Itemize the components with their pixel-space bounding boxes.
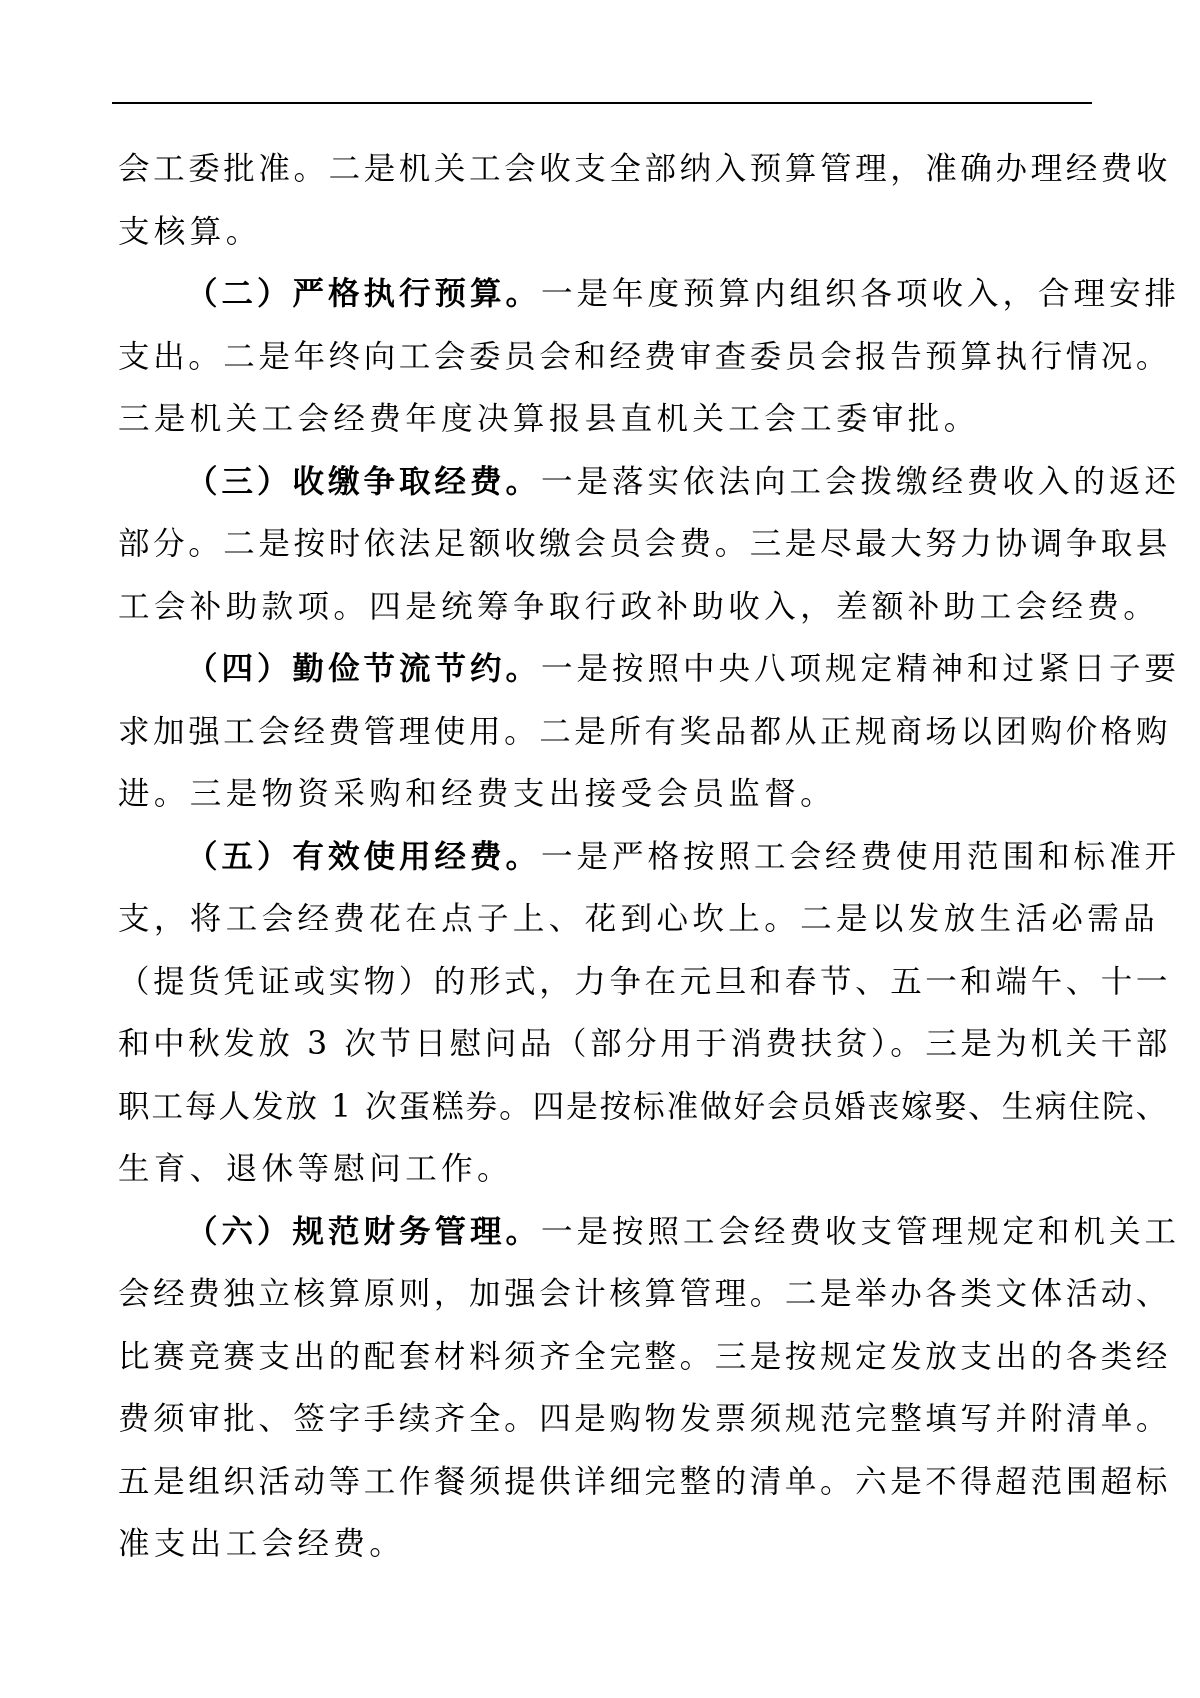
paragraph-frugality [118,638,1181,826]
text-line: 支出。二是年终向工会委员会和经费审查委员会报告预算执行情况。 [118,338,1172,375]
text-line: 比赛竞赛支出的配套材料须齐全完整。三是按规定发放支出的各类经 [118,1338,1172,1375]
text-line: 求加强工会经费管理使用。二是所有奖品都从正规商场以团购价格购 [118,713,1172,750]
section-heading: （二）严格执行预算。 [186,276,542,312]
text-run: 一是按照中央八项规定精神和过紧日子要 [541,651,1181,687]
section-heading: （三）收缴争取经费。 [186,463,542,500]
text-run: 一是落实依法向工会拨缴经费收入的返还 [541,463,1181,500]
paragraph-execute-budget [118,263,1181,451]
text-run: 一是年度预算内组织各项收入，合理安排 [541,276,1181,312]
header-rule [112,102,1092,104]
text-line: 会工委批准。二是机关工会收支全部纳入预算管理，准确办理经费收 [118,151,1172,187]
text-line: 工会补助款项。四是统筹争取行政补助收入，差额补助工会经费。 [118,588,1160,625]
text-line: （提货凭证或实物）的形式，力争在元旦和春节、五一和端午、十一 [118,963,1172,1000]
paragraph-first-line [118,263,1181,326]
document-body [118,138,1181,1576]
paragraph-financial-management [118,1201,1181,1576]
text-line: 部分。二是按时依法足额收缴会员会费。三是尽最大努力协调争取县 [118,526,1172,562]
section-heading: （六）规范财务管理。 [186,1213,542,1250]
text-line: 准支出工会经费。 [118,1526,406,1562]
text-line: 支核算。 [118,213,262,250]
paragraph-first-line [118,1201,1181,1264]
text-line: 会经费独立核算原则，加强会计核算管理。二是举办各类文体活动、 [118,1276,1172,1312]
paragraph-effective-use [118,826,1181,1201]
text-line: 进。三是物资采购和经费支出接受会员监督。 [118,776,837,812]
text-line: 三是机关工会经费年度决算报县直机关工会工委审批。 [118,401,980,437]
paragraph-first-line [118,451,1181,514]
text-line: 和中秋发放 3 次节日慰问品（部分用于消费扶贫）。三是为机关干部 [118,1026,1172,1062]
section-heading: （五）有效使用经费。 [186,838,542,875]
section-heading: （四）勤俭节流节约。 [186,651,542,687]
text-line: 支，将工会经费花在点子上、花到心坎上。二是以发放生活必需品 [118,901,1160,937]
paragraph-first-line [118,826,1181,889]
text-line: 费须审批、签字手续齐全。四是购物发票须规范完整填写并附清单。 [118,1401,1172,1437]
text-run: 一是按照工会经费收支管理规定和机关工 [541,1213,1181,1250]
paragraph-collect-funds [118,451,1181,639]
text-line: 五是组织活动等工作餐须提供详细完整的清单。六是不得超范围超标 [118,1463,1172,1500]
paragraph-continuation [118,138,1172,263]
paragraph-first-line [118,638,1181,701]
text-line: 生育、退休等慰问工作。 [118,1151,513,1187]
text-run: 一是严格按照工会经费使用范围和标准开 [541,838,1181,875]
text-line: 职工每人发放 1 次蛋糕券。四是按标准做好会员婚丧嫁娶、生病住院、 [118,1088,1170,1125]
